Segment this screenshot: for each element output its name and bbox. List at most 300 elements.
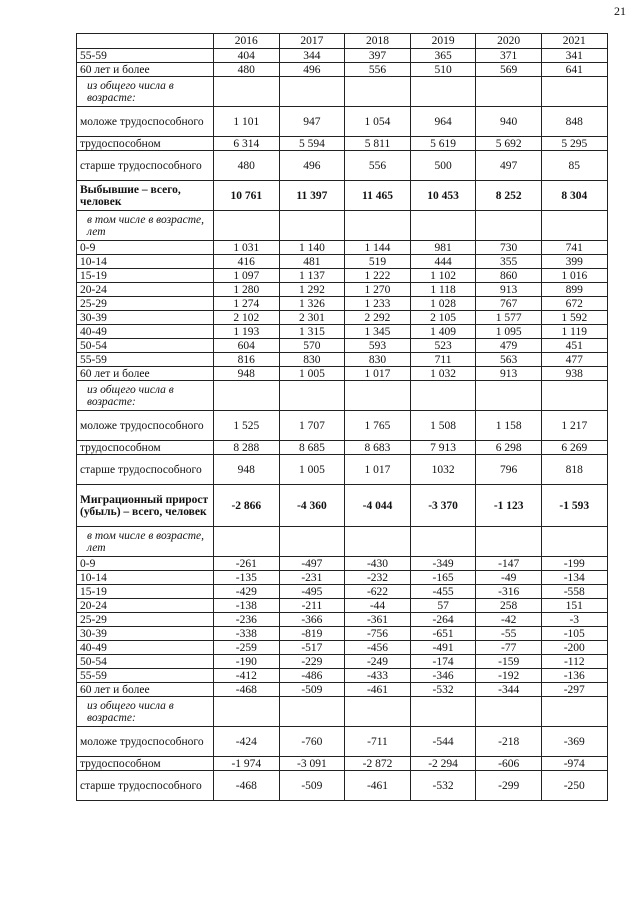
value-cell — [214, 527, 280, 557]
value-cell: -159 — [476, 655, 542, 669]
value-cell: 1 345 — [345, 325, 411, 339]
table-row — [77, 137, 608, 151]
value-cell: 672 — [541, 297, 607, 311]
table-row — [77, 641, 608, 655]
row-label: 60 лет и более — [77, 683, 214, 697]
row-label: 0-9 — [77, 557, 214, 571]
value-cell — [541, 381, 607, 411]
value-cell: -491 — [410, 641, 476, 655]
value-cell: 404 — [214, 49, 280, 63]
value-cell: 1 017 — [345, 455, 411, 485]
value-cell: 8 288 — [214, 441, 280, 455]
year-header: 2017 — [279, 34, 345, 49]
value-cell: 1 280 — [214, 283, 280, 297]
header-label-cell — [77, 34, 214, 49]
value-cell — [410, 381, 476, 411]
value-cell: 1032 — [410, 455, 476, 485]
value-cell: -429 — [214, 585, 280, 599]
value-cell — [476, 211, 542, 241]
value-cell: -105 — [541, 627, 607, 641]
value-cell: 604 — [214, 339, 280, 353]
value-cell: 1 592 — [541, 311, 607, 325]
value-cell: 444 — [410, 255, 476, 269]
row-label: 55-59 — [77, 353, 214, 367]
value-cell: 8 252 — [476, 181, 542, 211]
value-cell: 85 — [541, 151, 607, 181]
table-row — [77, 411, 608, 441]
value-cell: 711 — [410, 353, 476, 367]
value-cell: 940 — [476, 107, 542, 137]
value-cell: 355 — [476, 255, 542, 269]
row-label: в том числе в возрасте, лет — [77, 527, 214, 557]
value-cell: -756 — [345, 627, 411, 641]
value-cell: -2 294 — [410, 757, 476, 771]
value-cell — [476, 381, 542, 411]
value-cell: -1 123 — [476, 485, 542, 527]
table-row — [77, 683, 608, 697]
table-row — [77, 151, 608, 181]
value-cell: -4 044 — [345, 485, 411, 527]
value-cell: 497 — [476, 151, 542, 181]
value-cell: 830 — [279, 353, 345, 367]
value-cell — [476, 697, 542, 727]
year-header: 2018 — [345, 34, 411, 49]
value-cell: 1 193 — [214, 325, 280, 339]
value-cell: 1 005 — [279, 455, 345, 485]
value-cell: 1 140 — [279, 241, 345, 255]
value-cell: 830 — [345, 353, 411, 367]
value-cell: 1 577 — [476, 311, 542, 325]
value-cell: -424 — [214, 727, 280, 757]
table-row — [77, 353, 608, 367]
value-cell: 344 — [279, 49, 345, 63]
table-row — [77, 669, 608, 683]
value-cell: -622 — [345, 585, 411, 599]
row-label: старше трудоспособного — [77, 151, 214, 181]
value-cell: 1 097 — [214, 269, 280, 283]
value-cell: 1 017 — [345, 367, 411, 381]
year-header: 2020 — [476, 34, 542, 49]
year-header: 2021 — [541, 34, 607, 49]
value-cell: -558 — [541, 585, 607, 599]
value-cell — [410, 527, 476, 557]
value-cell: 8 683 — [345, 441, 411, 455]
value-cell: -211 — [279, 599, 345, 613]
value-cell: -192 — [476, 669, 542, 683]
value-cell: 899 — [541, 283, 607, 297]
value-cell: 416 — [214, 255, 280, 269]
value-cell — [345, 527, 411, 557]
row-label: 20-24 — [77, 599, 214, 613]
value-cell: 569 — [476, 63, 542, 77]
value-cell: 948 — [214, 455, 280, 485]
table-row — [77, 585, 608, 599]
row-label: 15-19 — [77, 269, 214, 283]
year-header: 2019 — [410, 34, 476, 49]
value-cell: 1 144 — [345, 241, 411, 255]
value-cell: 1 233 — [345, 297, 411, 311]
value-cell: -264 — [410, 613, 476, 627]
value-cell: 519 — [345, 255, 411, 269]
value-cell: 563 — [476, 353, 542, 367]
value-cell: 6 298 — [476, 441, 542, 455]
table-row — [77, 441, 608, 455]
value-cell: -369 — [541, 727, 607, 757]
value-cell: -455 — [410, 585, 476, 599]
value-cell: 593 — [345, 339, 411, 353]
value-cell: -346 — [410, 669, 476, 683]
value-cell: -165 — [410, 571, 476, 585]
value-cell — [345, 381, 411, 411]
value-cell: 523 — [410, 339, 476, 353]
value-cell: -711 — [345, 727, 411, 757]
table-row — [77, 455, 608, 485]
value-cell: 496 — [279, 63, 345, 77]
table-row — [77, 211, 608, 241]
value-cell: 5 692 — [476, 137, 542, 151]
value-cell: -55 — [476, 627, 542, 641]
table-row — [77, 269, 608, 283]
row-label: 55-59 — [77, 49, 214, 63]
table-row — [77, 655, 608, 669]
row-label: 10-14 — [77, 571, 214, 585]
value-cell: 365 — [410, 49, 476, 63]
table-row — [77, 557, 608, 571]
value-cell: 816 — [214, 353, 280, 367]
value-cell: -349 — [410, 557, 476, 571]
value-cell — [345, 697, 411, 727]
value-cell: 8 685 — [279, 441, 345, 455]
value-cell: -532 — [410, 771, 476, 801]
value-cell: 399 — [541, 255, 607, 269]
table-row — [77, 325, 608, 339]
row-label: 15-19 — [77, 585, 214, 599]
value-cell: -532 — [410, 683, 476, 697]
row-label: 30-39 — [77, 311, 214, 325]
value-cell: 11 397 — [279, 181, 345, 211]
value-cell: -3 091 — [279, 757, 345, 771]
row-label: из общего числа в возрасте: — [77, 381, 214, 411]
value-cell: -430 — [345, 557, 411, 571]
value-cell: -299 — [476, 771, 542, 801]
value-cell: 496 — [279, 151, 345, 181]
value-cell: 818 — [541, 455, 607, 485]
row-label: трудоспособном — [77, 757, 214, 771]
value-cell: 479 — [476, 339, 542, 353]
value-cell: -468 — [214, 771, 280, 801]
value-cell: -509 — [279, 771, 345, 801]
table-row — [77, 367, 608, 381]
value-cell: -138 — [214, 599, 280, 613]
value-cell: -495 — [279, 585, 345, 599]
value-cell: -236 — [214, 613, 280, 627]
value-cell: -218 — [476, 727, 542, 757]
value-cell: 6 269 — [541, 441, 607, 455]
value-cell: 556 — [345, 151, 411, 181]
value-cell: 258 — [476, 599, 542, 613]
table-row — [77, 339, 608, 353]
value-cell — [279, 697, 345, 727]
row-label: 40-49 — [77, 641, 214, 655]
row-label: 25-29 — [77, 613, 214, 627]
value-cell: 1 525 — [214, 411, 280, 441]
value-cell: 500 — [410, 151, 476, 181]
value-cell: 860 — [476, 269, 542, 283]
value-cell — [279, 77, 345, 107]
value-cell: 1 102 — [410, 269, 476, 283]
value-cell: 913 — [476, 367, 542, 381]
value-cell: -433 — [345, 669, 411, 683]
value-cell: -232 — [345, 571, 411, 585]
value-cell: 767 — [476, 297, 542, 311]
value-cell: -760 — [279, 727, 345, 757]
value-cell: 947 — [279, 107, 345, 137]
value-cell: -134 — [541, 571, 607, 585]
table-row — [77, 297, 608, 311]
value-cell: -338 — [214, 627, 280, 641]
value-cell: 151 — [541, 599, 607, 613]
value-cell: -261 — [214, 557, 280, 571]
value-cell: -2 866 — [214, 485, 280, 527]
value-cell: -249 — [345, 655, 411, 669]
value-cell: -174 — [410, 655, 476, 669]
value-cell: 964 — [410, 107, 476, 137]
value-cell: -3 370 — [410, 485, 476, 527]
row-label: старше трудоспособного — [77, 455, 214, 485]
value-cell — [214, 381, 280, 411]
row-label: трудоспособном — [77, 441, 214, 455]
table-row — [77, 599, 608, 613]
value-cell: 1 016 — [541, 269, 607, 283]
value-cell: 477 — [541, 353, 607, 367]
table-row — [77, 77, 608, 107]
value-cell: 938 — [541, 367, 607, 381]
value-cell: 5 295 — [541, 137, 607, 151]
row-label: из общего числа в возрасте: — [77, 697, 214, 727]
value-cell: -200 — [541, 641, 607, 655]
value-cell: -509 — [279, 683, 345, 697]
table-row — [77, 283, 608, 297]
value-cell: -486 — [279, 669, 345, 683]
value-cell — [279, 381, 345, 411]
value-cell: 5 594 — [279, 137, 345, 151]
value-cell — [541, 697, 607, 727]
value-cell: -259 — [214, 641, 280, 655]
value-cell: 371 — [476, 49, 542, 63]
value-cell: 7 913 — [410, 441, 476, 455]
value-cell: 1 508 — [410, 411, 476, 441]
value-cell: 57 — [410, 599, 476, 613]
table-row — [77, 181, 608, 211]
value-cell: -2 872 — [345, 757, 411, 771]
value-cell: 1 032 — [410, 367, 476, 381]
value-cell — [476, 527, 542, 557]
value-cell — [214, 697, 280, 727]
row-label: моложе трудоспособного — [77, 107, 214, 137]
value-cell: -468 — [214, 683, 280, 697]
value-cell: -361 — [345, 613, 411, 627]
value-cell — [541, 77, 607, 107]
value-cell: 981 — [410, 241, 476, 255]
value-cell: 796 — [476, 455, 542, 485]
value-cell: -44 — [345, 599, 411, 613]
value-cell: 8 304 — [541, 181, 607, 211]
table-row — [77, 241, 608, 255]
page-number: 21 — [614, 4, 626, 18]
row-label: 55-59 — [77, 669, 214, 683]
row-label: в том числе в возрасте, лет — [77, 211, 214, 241]
value-cell: 570 — [279, 339, 345, 353]
value-cell: -412 — [214, 669, 280, 683]
value-cell: 10 761 — [214, 181, 280, 211]
value-cell: 341 — [541, 49, 607, 63]
value-cell — [279, 211, 345, 241]
value-cell — [345, 77, 411, 107]
value-cell — [214, 211, 280, 241]
row-label: 30-39 — [77, 627, 214, 641]
value-cell: -135 — [214, 571, 280, 585]
value-cell: -3 — [541, 613, 607, 627]
value-cell: -456 — [345, 641, 411, 655]
value-cell: -250 — [541, 771, 607, 801]
value-cell — [476, 77, 542, 107]
row-label: моложе трудоспособного — [77, 727, 214, 757]
value-cell: 1 222 — [345, 269, 411, 283]
value-cell: 1 707 — [279, 411, 345, 441]
value-cell: 397 — [345, 49, 411, 63]
value-cell: -77 — [476, 641, 542, 655]
value-cell: 1 217 — [541, 411, 607, 441]
value-cell: 1 028 — [410, 297, 476, 311]
row-label: 50-54 — [77, 339, 214, 353]
row-label: 20-24 — [77, 283, 214, 297]
value-cell: -461 — [345, 771, 411, 801]
row-label: 25-29 — [77, 297, 214, 311]
value-cell: 451 — [541, 339, 607, 353]
value-cell: 556 — [345, 63, 411, 77]
value-cell: 6 314 — [214, 137, 280, 151]
row-label: 0-9 — [77, 241, 214, 255]
value-cell: -819 — [279, 627, 345, 641]
value-cell: 2 102 — [214, 311, 280, 325]
value-cell: -366 — [279, 613, 345, 627]
value-cell: -4 360 — [279, 485, 345, 527]
value-cell: -147 — [476, 557, 542, 571]
value-cell: -316 — [476, 585, 542, 599]
row-label: Миграционный прирост (убыль) – всего, человек — [77, 485, 214, 527]
table-row — [77, 571, 608, 585]
value-cell: -461 — [345, 683, 411, 697]
row-label: моложе трудоспособного — [77, 411, 214, 441]
value-cell — [214, 77, 280, 107]
value-cell: -497 — [279, 557, 345, 571]
value-cell — [279, 527, 345, 557]
value-cell: 2 301 — [279, 311, 345, 325]
value-cell: 1 409 — [410, 325, 476, 339]
value-cell: -517 — [279, 641, 345, 655]
value-cell: -606 — [476, 757, 542, 771]
table-row — [77, 613, 608, 627]
value-cell: 1 158 — [476, 411, 542, 441]
value-cell: 481 — [279, 255, 345, 269]
value-cell — [410, 211, 476, 241]
value-cell — [541, 527, 607, 557]
value-cell: 1 101 — [214, 107, 280, 137]
value-cell: 1 054 — [345, 107, 411, 137]
value-cell: 1 137 — [279, 269, 345, 283]
value-cell — [410, 77, 476, 107]
value-cell: 2 292 — [345, 311, 411, 325]
table-row — [77, 757, 608, 771]
value-cell: -112 — [541, 655, 607, 669]
value-cell: 510 — [410, 63, 476, 77]
value-cell: 1 270 — [345, 283, 411, 297]
value-cell: -297 — [541, 683, 607, 697]
value-cell: -651 — [410, 627, 476, 641]
value-cell: -1 974 — [214, 757, 280, 771]
table-row — [77, 255, 608, 269]
value-cell: 1 326 — [279, 297, 345, 311]
value-cell: -229 — [279, 655, 345, 669]
migration-table — [76, 33, 608, 801]
table-row — [77, 627, 608, 641]
value-cell: -190 — [214, 655, 280, 669]
value-cell: -231 — [279, 571, 345, 585]
row-label: Выбывшие – всего, человек — [77, 181, 214, 211]
table-row — [77, 49, 608, 63]
value-cell: 641 — [541, 63, 607, 77]
table-row — [77, 107, 608, 137]
table-row — [77, 697, 608, 727]
value-cell: 1 005 — [279, 367, 345, 381]
value-cell: 1 119 — [541, 325, 607, 339]
table-row — [77, 527, 608, 557]
value-cell: 1 031 — [214, 241, 280, 255]
value-cell: 5 619 — [410, 137, 476, 151]
value-cell: -974 — [541, 757, 607, 771]
row-label: старше трудоспособного — [77, 771, 214, 801]
year-header: 2016 — [214, 34, 280, 49]
header-row — [77, 34, 608, 49]
value-cell — [410, 697, 476, 727]
row-label: из общего числа в возрасте: — [77, 77, 214, 107]
value-cell: -344 — [476, 683, 542, 697]
value-cell: 741 — [541, 241, 607, 255]
value-cell: 913 — [476, 283, 542, 297]
value-cell — [345, 211, 411, 241]
value-cell: -199 — [541, 557, 607, 571]
table-row — [77, 727, 608, 757]
value-cell: 730 — [476, 241, 542, 255]
table-body — [77, 49, 608, 801]
value-cell: -1 593 — [541, 485, 607, 527]
value-cell: 11 465 — [345, 181, 411, 211]
value-cell: -136 — [541, 669, 607, 683]
value-cell: 5 811 — [345, 137, 411, 151]
row-label: 10-14 — [77, 255, 214, 269]
row-label: 50-54 — [77, 655, 214, 669]
table-row — [77, 381, 608, 411]
value-cell — [541, 211, 607, 241]
row-label: трудоспособном — [77, 137, 214, 151]
value-cell: 1 118 — [410, 283, 476, 297]
value-cell: 480 — [214, 151, 280, 181]
value-cell: -544 — [410, 727, 476, 757]
table-row — [77, 63, 608, 77]
row-label: 60 лет и более — [77, 63, 214, 77]
value-cell: 1 315 — [279, 325, 345, 339]
value-cell: 948 — [214, 367, 280, 381]
